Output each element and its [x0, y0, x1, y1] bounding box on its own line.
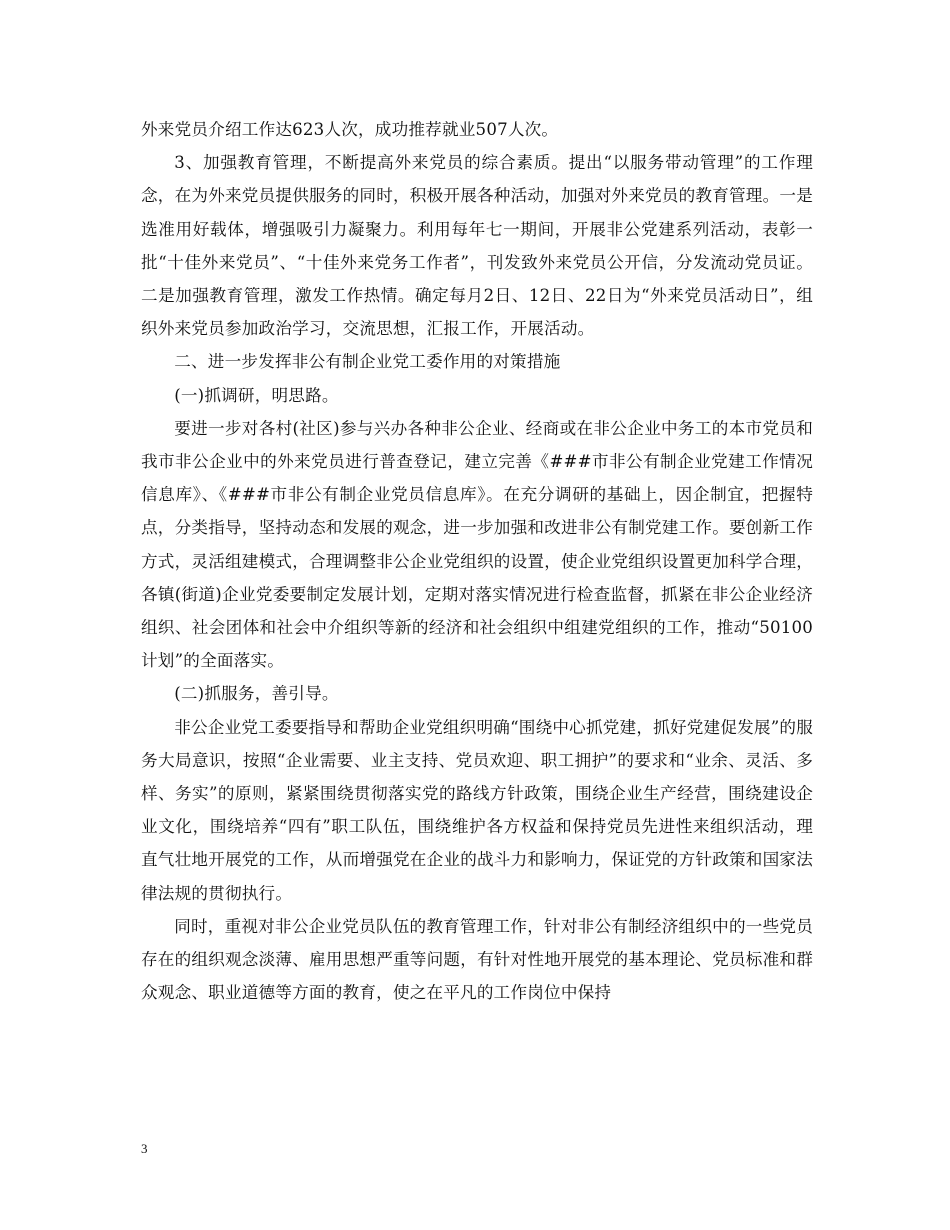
section-heading: 二、进一步发挥非公有制企业党工委作用的对策措施 — [174, 352, 561, 372]
paragraph-education-management: 3、加强教育管理，不断提高外来党员的综合素质。提出“以服务带动管理”的工作理念，在为外来党员提供服务的同时，积极开展各种活动，加强对外来党员的教育管理。一是选准用好载体，增强吸引力凝聚力。利用每年七一期间，开展非公党建系列活动，表彰一批“十佳外来党员”、“十佳外来党务工作者”，刊发致外来党员公开信，分发流动党员证。二是加强教育管理，激发工作热情。确定每月2日、12日、22日为“外来党员活动日”，组织外来党员参加政治学习，交流思想，汇报工作，开展活动。 — [141, 153, 813, 339]
subsection-heading-service: (二)抓服务，善引导。 — [174, 684, 339, 704]
document-body — [141, 113, 813, 1009]
subsection-heading-research: (一)抓调研，明思路。 — [174, 385, 339, 405]
paragraph-service: 非公企业党工委要指导和帮助企业党组织明确“围绕中心抓党建，抓好党建促发展”的服务大局意识，按照“企业需要、业主支持、党员欢迎、职工拥护”的要求和“业余、灵活、多样、务实”的原则，紧紧围绕贯彻落实党的路线方针政策，围绕企业生产经营，围绕建设企业文化，围绕培养“四有”职工队伍，围绕维护各方权益和保持党员先进性来组织活动，理直气壮地开展党的工作，从而增强党在企业的战斗力和影响力，保证党的方针政策和国家法律法规的贯彻执行。 — [141, 717, 813, 903]
paragraph-party-member-education: 同时，重视对非公企业党员队伍的教育管理工作，针对非公有制经济组织中的一些党员存在的组织观念淡薄、雇用思想严重等问题，有针对性地开展党的基本理论、党员标准和群众观念、职业道德等方面的教育，使之在平凡的工作岗位中保持 — [141, 916, 813, 1003]
page-number: 3 — [141, 1141, 148, 1156]
paragraph-continuation: 外来党员介绍工作达623人次，成功推荐就业507人次。 — [141, 120, 559, 139]
paragraph-research: 要进一步对各村(社区)参与兴办各种非公企业、经商或在非公企业中务工的本市党员和我市非公企业中的外来党员进行普查登记，建立完善《###市非公有制企业党建工作情况信息库》、《###市非公有制企业党员信息库》。在充分调研的基础上，因企制宜，把握特点，分类指导，坚持动态和发展的观念，进一步加强和改进非公有制党建工作。要创新工作方式，灵活组建模式，合理调整非公企业党组织的设置，使企业党组织设置更加科学合理，各镇(街道)企业党委要制定发展计划，定期对落实情况进行检查监督，抓紧在非公企业经济组织、社会团体和社会中介组织等新的经济和社会组织中组建党组织的工作，推动“50100计划”的全面落实。 — [141, 418, 813, 671]
